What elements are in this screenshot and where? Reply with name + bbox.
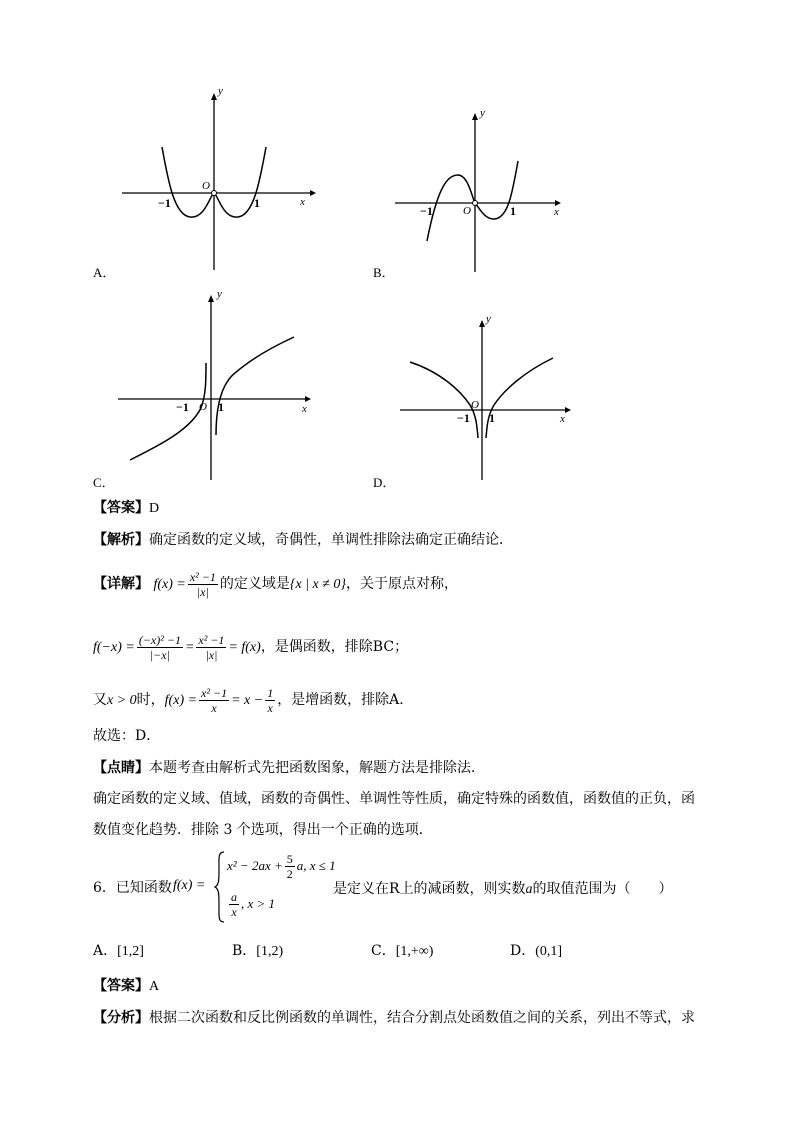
- q6-option-b[interactable]: [232, 940, 283, 960]
- origin-label: O: [202, 180, 210, 192]
- option-label: C．: [371, 943, 396, 959]
- q6-stem: [333, 878, 673, 898]
- stem-text: 是定义在R上的减函数，则实数: [333, 881, 526, 897]
- tick-neg-one: −1: [457, 411, 470, 425]
- detail-text-tail: ，是偶函数，排除BC；: [260, 639, 409, 655]
- text: 又: [93, 692, 107, 708]
- tick-neg-one: −1: [420, 204, 433, 218]
- graph-option-c-label: C．: [93, 475, 115, 490]
- fraction: $\frac{\text{(−x)² −1}}{|-x|}$: [138, 632, 181, 662]
- fraction: $\frac{\text{x² −1}}{|x|}$: [189, 569, 216, 599]
- graph-option-d-label: D．: [373, 475, 396, 490]
- comment-tag: 【点睛】: [93, 760, 149, 776]
- origin-label: O: [471, 399, 479, 411]
- graph-option-c: [110, 285, 320, 485]
- x-axis-label: x: [300, 196, 305, 208]
- variable-a: a: [525, 882, 533, 897]
- curve-left: [130, 363, 206, 460]
- tick-neg-one: −1: [176, 400, 189, 414]
- piecewise-case-2: [227, 890, 275, 919]
- answer-tag: 【答案】: [93, 500, 149, 516]
- q6-answer: [93, 976, 159, 997]
- detail-text-tail: ，关于原点对称，: [346, 576, 459, 592]
- formula-mid: = x −: [231, 693, 264, 708]
- option-value: [1,2): [256, 944, 284, 959]
- y-axis-label: y: [217, 288, 222, 300]
- curve-right: [486, 358, 553, 438]
- graph-option-b: [390, 105, 570, 275]
- curve: [427, 161, 518, 241]
- formula-fx: f(x) =: [164, 693, 198, 708]
- fraction: $\frac{1}{x}$: [267, 685, 274, 715]
- y-axis-label: y: [480, 107, 485, 119]
- option-label: A．: [93, 943, 118, 959]
- answer-tag: 【答案】: [93, 978, 149, 994]
- domain-set: {x | x ≠ 0}: [289, 577, 347, 592]
- x-axis-label: x: [560, 413, 565, 425]
- formula-rhs: = f(x): [228, 640, 261, 655]
- text: 时，: [136, 692, 165, 708]
- case-1-expr: x² − 2ax +: [227, 858, 283, 873]
- q5-answer: [93, 498, 159, 519]
- option-value: (0,1]: [535, 944, 563, 959]
- analysis-tag: 【分析】: [93, 1010, 149, 1026]
- curve-left: [410, 362, 478, 438]
- option-label: D．: [510, 943, 536, 959]
- tick-one: 1: [510, 204, 516, 218]
- q6-option-a[interactable]: [93, 940, 144, 960]
- y-axis-label: y: [486, 313, 491, 325]
- y-axis-label: y: [218, 85, 223, 97]
- analysis-text: 确定函数的定义域，奇偶性，单调性排除法确定正确结论．: [149, 532, 513, 548]
- x-axis-label: x: [302, 403, 307, 415]
- graph-option-a-label: A．: [93, 265, 116, 280]
- q6-analysis: [93, 1008, 695, 1028]
- q5-comment: [93, 758, 485, 778]
- detail-text-tail: ，是增函数，排除A．: [277, 692, 414, 708]
- q6-fx: f(x) =: [173, 878, 206, 893]
- case-2-cond: , x > 1: [241, 896, 276, 911]
- q5-detail-line-1: [93, 567, 458, 602]
- graph-option-b-label: B．: [373, 265, 395, 280]
- case-1-cond: a, x ≤ 1: [296, 858, 336, 873]
- tick-one: 1: [489, 411, 495, 425]
- q5-comment-p2-l1: 确定函数的定义域、值域，函数的奇偶性、单调性等性质，确定特殊的函数值，函数值的正负，函: [93, 791, 695, 807]
- tick-one: 1: [254, 196, 260, 210]
- graph-option-d: [395, 310, 585, 485]
- q6-option-c[interactable]: [371, 940, 433, 960]
- answer-value: A: [149, 979, 160, 994]
- origin-label: O: [463, 205, 471, 217]
- tick-neg-one: −1: [158, 196, 171, 210]
- piecewise-brace: [213, 850, 227, 924]
- tick-one: 1: [218, 400, 224, 414]
- graph-option-a: [110, 85, 325, 275]
- q5-detail-line-3: [93, 683, 413, 718]
- piecewise-case-1: [227, 852, 336, 881]
- option-label: B．: [232, 943, 257, 959]
- formula-eq: =: [184, 640, 195, 655]
- origin-label: O: [199, 401, 207, 413]
- fraction: $\frac{a}{x}$: [231, 890, 237, 919]
- comment-text: 本题考查由解析式先把函数图象，解题方法是排除法．: [149, 760, 485, 776]
- q6-option-d[interactable]: [510, 940, 562, 960]
- analysis-tag: 【解析】: [93, 532, 149, 548]
- q5-comment-p2-l2: 数值变化趋势．排除 3 个选项，得出一个正确的选项．: [93, 822, 433, 838]
- answer-value: D: [149, 501, 160, 516]
- q6-number: 6．已知函数: [93, 880, 172, 896]
- formula-fx: f(x) =: [153, 577, 186, 592]
- fraction: $\frac{5}{2}$: [286, 852, 293, 881]
- q5-analysis: [93, 530, 513, 550]
- q5-detail-line-2: [93, 630, 408, 665]
- formula-lhs: f(−x) =: [93, 640, 135, 655]
- option-value: [1,2]: [117, 944, 144, 959]
- condition: x > 0: [107, 693, 137, 708]
- x-axis-label: x: [554, 206, 559, 218]
- detail-tag: 【详解】: [93, 576, 149, 592]
- q5-choice: 故选：D．: [93, 728, 161, 744]
- analysis-text: 根据二次函数和反比例函数的单调性，结合分割点处函数值之间的关系，列出不等式，求: [149, 1010, 695, 1026]
- fraction: $\frac{\text{x² −1}}{|x|}$: [198, 632, 225, 662]
- stem-end: 的取值范围为（ ）: [532, 881, 673, 897]
- option-value: [1,+∞): [395, 944, 434, 959]
- curve-right: [216, 337, 294, 435]
- fraction: $\frac{\text{x² −1}}{x}$: [201, 685, 228, 715]
- detail-text: 的定义域是: [219, 576, 290, 592]
